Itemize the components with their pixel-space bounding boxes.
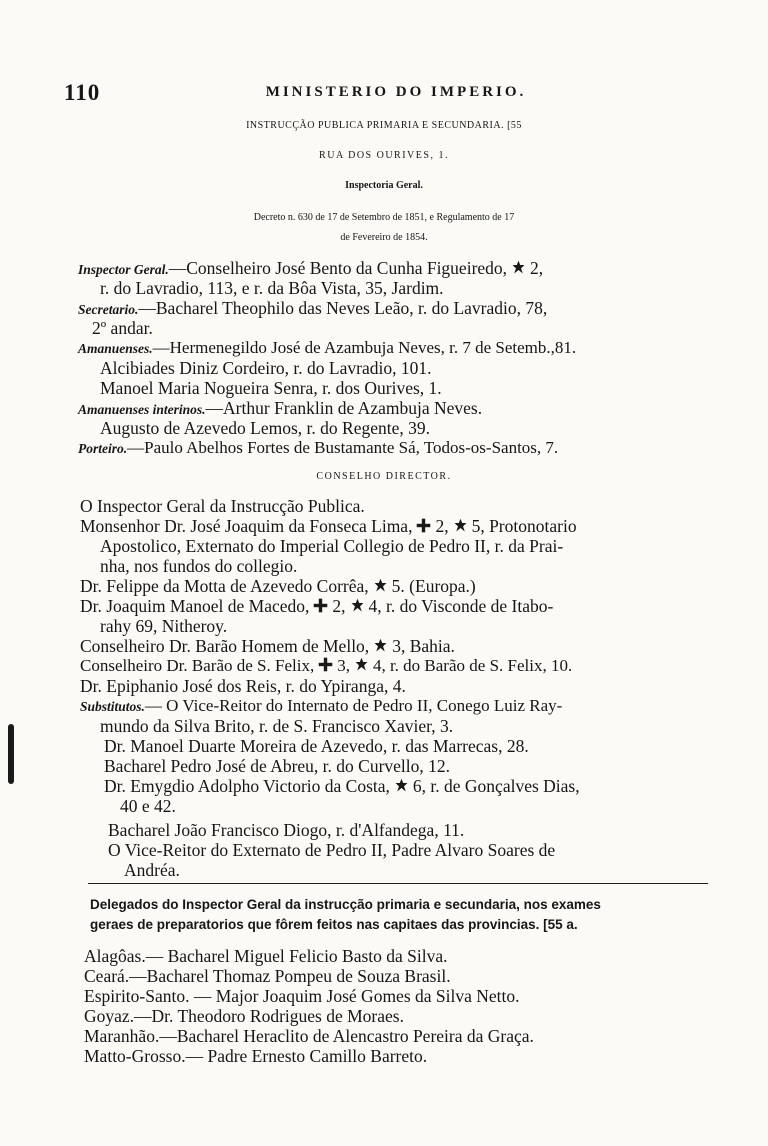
- delegado-item: Matto-Grosso.— Padre Ernesto Camillo Barreto.: [84, 1046, 428, 1066]
- section-title: INSTRUCÇÃO PUBLICA PRIMARIA E SECUNDARIA. [55: [246, 120, 522, 131]
- conselho-text: Dr. Joaquim Manoel de Macedo,: [80, 596, 310, 616]
- margin-ink-mark: [8, 724, 14, 784]
- delegados-heading-line-2: geraes de preparatorios que fôrem feitos nas capitaes das provincias. [55 a.: [90, 917, 578, 932]
- conselho-line: 40 e 42.: [120, 796, 176, 816]
- entry-label: Secretario.: [78, 302, 139, 317]
- page-number: 110: [64, 80, 101, 105]
- address-line: RUA DOS OURIVES, 1.: [319, 150, 449, 161]
- conselho-line: [80, 596, 553, 616]
- amanuense-line: Alcibiades Diniz Cordeiro, r. do Lavradio, 101.: [100, 358, 432, 378]
- conselho-text: 5. (Europa.): [391, 576, 476, 596]
- delegado-item: Alagôas.— Bacharel Miguel Felicio Basto da Silva.: [84, 946, 448, 966]
- conselho-line: O Vice-Reitor do Externato de Pedro II, Padre Alvaro Soares de: [108, 840, 556, 860]
- entry-text: —Conselheiro José Bento da Cunha Figueiredo,: [168, 258, 508, 278]
- conselho-text: 4, r. do Visconde de Itabo-: [368, 596, 554, 616]
- rose-order-icon: [510, 259, 527, 276]
- ministry-heading: MINISTERIO DO IMPERIO.: [265, 84, 527, 100]
- conselho-text: 6, r. de Gonçalves Dias,: [412, 776, 580, 796]
- conselho-line: Apostolico, Externato do Imperial Collegio de Pedro II, r. da Prai-: [100, 536, 564, 556]
- running-header: [64, 80, 728, 110]
- entry-text-after-icon: 2,: [530, 258, 544, 278]
- delegado-item: Maranhão.—Bacharel Heraclito de Alencastro Pereira da Graça.: [84, 1026, 534, 1046]
- entry-label: Porteiro.: [78, 441, 128, 456]
- conselho-line: [80, 656, 572, 676]
- inspector-address-line: r. do Lavradio, 113, e r. da Bôa Vista, 35, Jardim.: [100, 278, 444, 298]
- rose-order-icon: [372, 577, 389, 594]
- conselho-line: [80, 516, 577, 536]
- entry-label: Amanuenses interinos.: [78, 402, 206, 417]
- conselho-line: Dr. Manoel Duarte Moreira de Azevedo, r. das Marrecas, 28.: [104, 736, 529, 756]
- inspector-geral-line: [78, 258, 543, 280]
- rose-order-icon: [452, 517, 469, 534]
- amanuense-interino-line: Augusto de Azevedo Lemos, r. do Regente, 39.: [100, 418, 431, 438]
- conselho-line: nha, nos fundos do collegio.: [100, 556, 298, 576]
- conselho-line: [80, 576, 476, 596]
- conselho-text: Dr. Felippe da Motta de Azevedo Corrêa,: [80, 576, 369, 596]
- conselho-text: Dr. Emygdio Adolpho Victorio da Costa,: [104, 776, 390, 796]
- conselho-line: rahy 69, Nitheroy.: [100, 616, 228, 636]
- conselho-line: [104, 776, 580, 796]
- conselho-text: 3, Bahia.: [392, 636, 455, 656]
- entry-text: —Bacharel Theophilo das Neves Leão, r. do Lavradio, 78,: [138, 298, 548, 318]
- conselho-line: Dr. Epiphanio José dos Reis, r. do Ypiranga, 4.: [80, 676, 406, 696]
- entry-text: —Paulo Abelhos Fortes de Bustamante Sá, Todos-os-Santos, 7.: [127, 438, 559, 457]
- conselho-line: Bacharel Pedro José de Abreu, r. do Curvello, 12.: [104, 756, 451, 776]
- delegado-item: Espirito-Santo. — Major Joaquim José Gomes da Silva Netto.: [84, 986, 520, 1006]
- entry-text: —Arthur Franklin de Azambuja Neves.: [205, 398, 483, 418]
- entry-label: Inspector Geral.: [78, 262, 169, 277]
- conselho-line: Andréa.: [124, 860, 180, 880]
- conselho-text: 5, Protonotario: [471, 516, 577, 536]
- rose-order-icon: [372, 637, 389, 654]
- conselho-line: mundo da Silva Brito, r. de S. Francisco Xavier, 3.: [100, 716, 454, 736]
- conselho-text: Conselheiro Dr. Barão de S. Felix,: [80, 656, 315, 675]
- rose-order-icon: [393, 777, 410, 794]
- decree-line-1: Decreto n. 630 de 17 de Setembro de 1851, e Regulamento de 17: [253, 212, 515, 223]
- cross-order-icon: [317, 656, 334, 673]
- conselho-text: — O Vice-Reitor do Internato de Pedro II, Conego Luiz Ray-: [144, 696, 563, 715]
- conselho-line: Bacharel João Francisco Diogo, r. d'Alfandega, 11.: [108, 820, 465, 840]
- conselho-text: Monsenhor Dr. José Joaquim da Fonseca Lima,: [80, 516, 413, 536]
- amanuense-line: Manoel Maria Nogueira Senra, r. dos Ourives, 1.: [100, 378, 442, 398]
- amanuenses-line: [78, 338, 576, 359]
- conselho-line: O Inspector Geral da Instrucção Publica.: [80, 496, 365, 516]
- conselho-heading: CONSELHO DIRECTOR.: [316, 471, 452, 482]
- entry-label: Substitutos.: [80, 699, 145, 714]
- delegados-heading-line-1: Delegados do Inspector Geral da instrucção primaria e secundaria, nos exames: [90, 897, 601, 912]
- rose-order-icon: [349, 597, 366, 614]
- conselho-text: 2,: [435, 516, 449, 536]
- rose-order-icon: [353, 656, 370, 673]
- delegado-item: Ceará.—Bacharel Thomaz Pompeu de Souza Brasil.: [84, 966, 451, 986]
- secretario-cont-line: 2º andar.: [92, 318, 153, 338]
- entry-text: —Hermenegildo José de Azambuja Neves, r. 7 de Setemb.,81.: [152, 338, 577, 357]
- cross-order-icon: [312, 597, 329, 614]
- section-divider: [88, 883, 708, 884]
- porteiro-line: [78, 438, 558, 459]
- conselho-text: 3,: [337, 656, 350, 675]
- conselho-text: 4, r. do Barão de S. Felix, 10.: [372, 656, 573, 675]
- amanuenses-interinos-line: [78, 398, 482, 420]
- cross-order-icon: [415, 517, 432, 534]
- secretario-line: [78, 298, 547, 320]
- substitutos-line: [80, 696, 562, 717]
- conselho-text: 2,: [332, 596, 346, 616]
- conselho-line: [80, 636, 455, 656]
- conselho-text: Conselheiro Dr. Barão Homem de Mello,: [80, 636, 370, 656]
- subtitle-inspectoria: Inspectoria Geral.: [345, 180, 423, 191]
- decree-line-2: de Fevereiro de 1854.: [340, 232, 428, 243]
- entry-label: Amanuenses.: [78, 341, 153, 356]
- delegado-item: Goyaz.—Dr. Theodoro Rodrigues de Moraes.: [84, 1006, 404, 1026]
